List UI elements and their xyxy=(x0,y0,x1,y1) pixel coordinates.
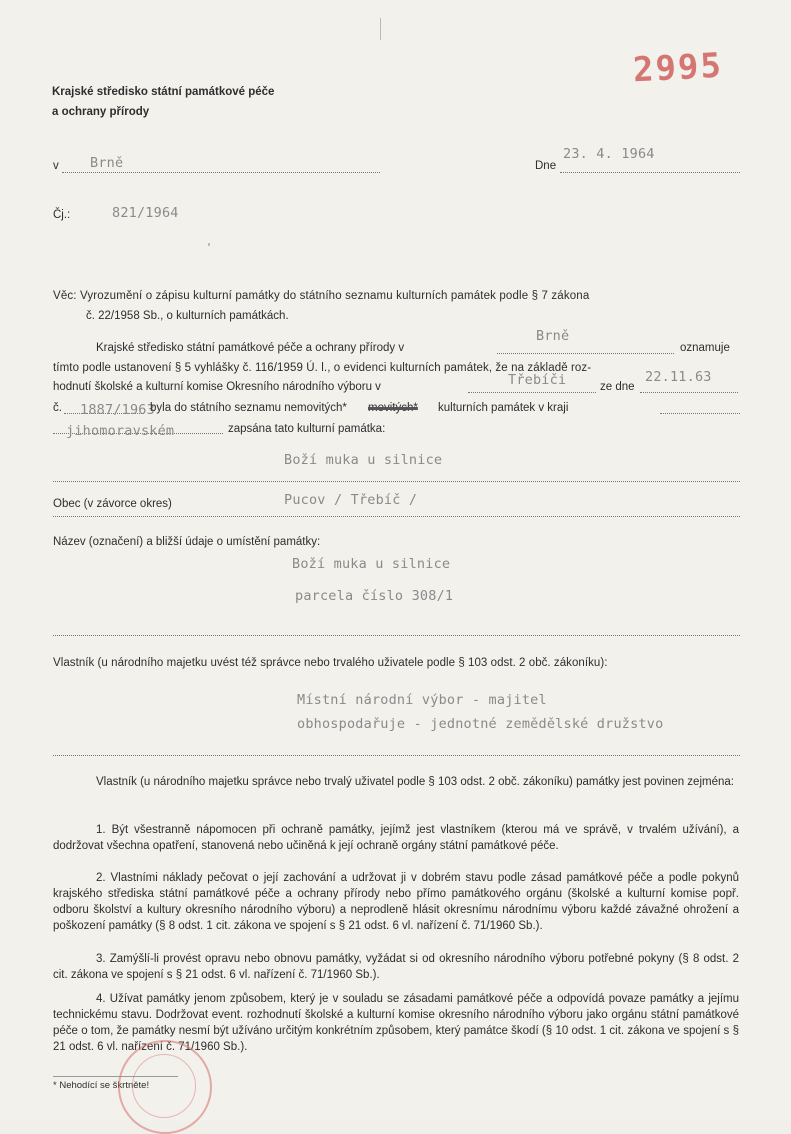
duty-item-1: 1. Být všestranně nápomocen při ochraně památky, jejímž jest vlastníkem (kterou má ve správě, v trvalém užívání), a dodržovat všechna opatření, stanovená nebo učiněná k její ochraně orgány státní památkové péče. xyxy=(53,824,739,852)
nazev-line-2: parcela číslo 308/1 xyxy=(295,588,454,604)
scan-mark xyxy=(380,18,381,40)
notice-city: Brně xyxy=(536,328,570,344)
notice-line-1a: Krajské středisko státní památkové péče a ochrany přírody v xyxy=(96,342,405,354)
ref-label: Čj.: xyxy=(53,209,71,221)
obec-dots xyxy=(53,516,740,517)
subject-line-2: č. 22/1958 Sb., o kulturních památkách. xyxy=(86,310,289,322)
notice-struck-word: movitých* xyxy=(368,402,418,414)
owner-label: Vlastník (u národního majetku uvést též správce nebo trvalého uživatele podle § 103 odst. 2 obč. zákoníku): xyxy=(53,657,608,669)
notice-region-dots xyxy=(660,413,740,414)
notice-line-3-dots xyxy=(468,392,596,393)
nazev-dots xyxy=(53,635,740,636)
notice-line-5b: zapsána tato kulturní památka: xyxy=(228,423,386,435)
issuer-line-2: a ochrany přírody xyxy=(52,106,150,118)
nazev-line-1: Boží muka u silnice xyxy=(292,556,451,572)
issuer-line-1: Krajské středisko státní památkové péče xyxy=(52,86,275,98)
duties-intro: Vlastník (u národního majetku správce nebo trvalý uživatel podle § 103 odst. 2 obč. zákoníku) památky jest povinen zejména: xyxy=(96,776,734,788)
date-dots xyxy=(560,172,740,173)
place-dots xyxy=(62,172,380,173)
notice-line-4c: kulturních památek v kraji xyxy=(438,402,569,414)
notice-line-4a: č. xyxy=(53,402,62,414)
notice-decision-number: 1887/1963 xyxy=(80,402,155,418)
place-prefix: v xyxy=(53,160,59,172)
notice-line-1-dots xyxy=(497,353,674,354)
monument-name-dots xyxy=(53,481,740,482)
owner-line-1: Místní národní výbor - majitel xyxy=(297,692,547,708)
notice-region: jihomoravském xyxy=(66,423,175,439)
notice-line-1b: oznamuje xyxy=(680,342,730,354)
obec-value: Pucov / Třebíč / xyxy=(284,492,418,508)
round-stamp xyxy=(118,1040,212,1134)
date-label: Dne xyxy=(535,160,557,172)
monument-name: Boží muka u silnice xyxy=(284,452,443,468)
registry-number-stamp: 2995 xyxy=(632,45,724,91)
ref-value: 821/1964 xyxy=(112,205,179,221)
obec-label: Obec (v závorce okres) xyxy=(53,498,172,510)
duty-item-2: 2. Vlastními náklady pečovat o její zachování a udržovat ji v dobrém stavu podle zásad památkové péče a podle pokynů krajského střediska státní památkové péče a ochrany přírody nebo přímo památkového orgánu (školské a kulturní komise popř. odboru školství a kultury okresního národního výboru) a neprodleně hlásit okresnímu národnímu výboru každé závažné ohrožení a poškození památky (§ 8 odst. 1 cit. zákona ve spojení s § 21 odst. 6 vl. nařízení č. 71/1960 Sb.). xyxy=(53,872,739,932)
notice-decision-date: 22.11.63 xyxy=(645,369,712,385)
duty-item-4: 4. Užívat památky jenom způsobem, který je v souladu se zásadami památkové péče a odpovídá povaze památky a jejímu technickému stavu. Dodržovat event. rozhodnutí školské a kulturní komise okresního národního výboru jako orgánu státní památkové péče o tom, že památky nesmí být užíváno určitým konkrétním způsobem, který památce škodí (§ 10 odst. 1 cit. zákona ve spojení s § 21 odst. 6 vl. nařízení č. 71/1960 Sb.). xyxy=(53,993,739,1053)
place-value: Brně xyxy=(90,155,124,171)
date-value: 23. 4. 1964 xyxy=(563,146,655,162)
notice-line-4b: byla do státního seznamu nemovitých* xyxy=(150,402,347,414)
owner-line-2: obhospodařuje - jednotné zemědělské družstvo xyxy=(297,716,664,732)
scan-speck xyxy=(208,243,210,246)
owner-dots xyxy=(53,755,740,756)
notice-line-3b: ze dne xyxy=(600,381,635,393)
subject-line-1: Věc: Vyrozumění o zápisu kulturní památky do státního seznamu kulturních památek podle § 7 zákona xyxy=(53,290,590,302)
footnote: * Nehodící se škrtněte! xyxy=(53,1080,150,1091)
notice-district: Třebíči xyxy=(508,372,567,388)
notice-date-dots xyxy=(640,392,738,393)
nazev-label: Název (označení) a bližší údaje o umístění památky: xyxy=(53,536,321,548)
notice-line-2: tímto podle ustanovení § 5 vyhlášky č. 116/1959 Ú. l., o evidenci kulturních památek, že na základě roz- xyxy=(53,362,592,374)
notice-line-3a: hodnutí školské a kulturní komise Okresního národního výboru v xyxy=(53,381,381,393)
duty-item-3: 3. Zamýšlí-li provést opravu nebo obnovu památky, vyžádat si od okresního národního výboru potřebné pokyny (§ 8 odst. 2 cit. zákona ve spojení s § 21 odst. 6 vl. nařízení č. 71/1960 Sb.). xyxy=(53,953,739,981)
